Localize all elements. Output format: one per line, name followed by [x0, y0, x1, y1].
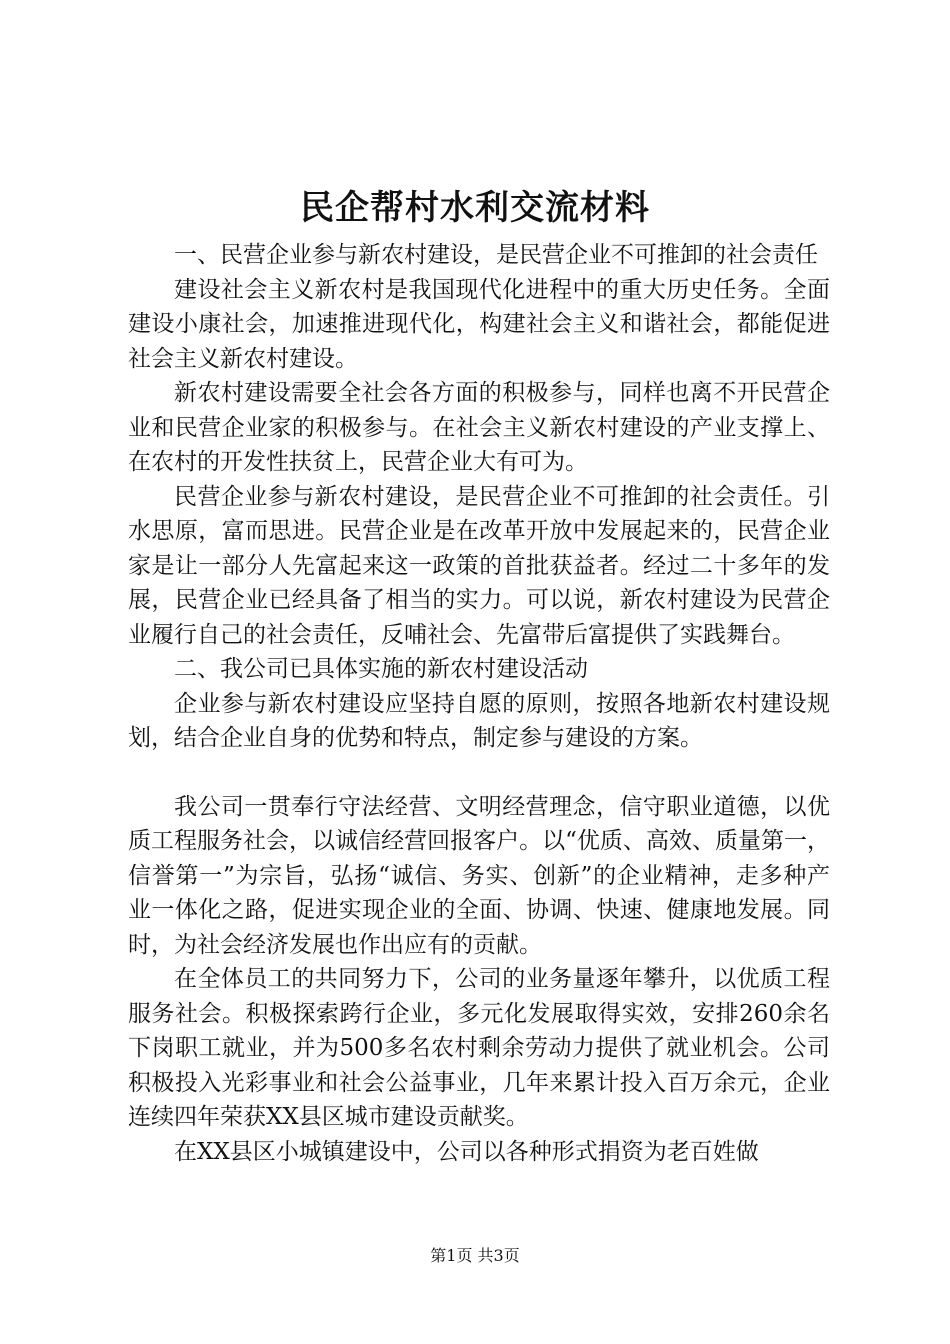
paragraph: 企业参与新农村建设应坚持自愿的原则，按照各地新农村建设规划，结合企业自身的优势和特点，制定参与建设的方案。 — [128, 690, 830, 751]
paragraph: 新农村建设需要全社会各方面的积极参与，同样也离不开民营企业和民营企业家的积极参与。在社会主义新农村建设的产业支撑上、在农村的开发性扶贫上，民营企业大有可为。 — [128, 380, 830, 475]
paragraph: 民营企业参与新农村建设，是民营企业不可推卸的社会责任。引水思原，富而思进。民营企业是在改革开放中发展起来的，民营企业家是让一部分人先富起来这一政策的首批获益者。经过二十多年的发展，民营企业已经具备了相当的实力。可以说，新农村建设为民营企业履行自己的社会责任，反哺社会、先富带后富提供了实践舞台。 — [128, 483, 830, 648]
document-body — [128, 238, 830, 1169]
section-heading-2: 二、我公司已具体实施的新农村建设活动 — [174, 656, 588, 682]
paragraph: 在全体员工的共同努力下，公司的业务量逐年攀升，以优质工程服务社会。积极探索跨行企业，多元化发展取得实效，安排260余名下岗职工就业，并为500多名农村剩余劳动力提供了就业机会。公司积极投入光彩事业和社会公益事业，几年来累计投入百万余元，企业连续四年荣获XX县区城市建设贡献奖。 — [128, 966, 830, 1130]
section-heading-1: 一、民营企业参与新农村建设，是民营企业不可推卸的社会责任 — [174, 242, 818, 268]
page-footer: 第1页 共3页 — [430, 1246, 520, 1265]
paragraph: 在XX县区小城镇建设中，公司以各种形式捐资为老百姓做 — [174, 1138, 759, 1165]
document-title: 民企帮村水利交流材料 — [300, 188, 650, 228]
paragraph: 我公司一贯奉行守法经营、文明经营理念，信守职业道德，以优质工程服务社会，以诚信经营回报客户。以“优质、高效、质量第一，信誉第一”为宗旨，弘扬“诚信、务实、创新”的企业精神，走多种产业一体化之路，促进实现企业的全面、协调、快速、健康地发展。同时，为社会经济发展也作出应有的贡献。 — [128, 793, 830, 958]
paragraph: 建设社会主义新农村是我国现代化进程中的重大历史任务。全面建设小康社会，加速推进现代化，构建社会主义和谐社会，都能促进社会主义新农村建设。 — [128, 276, 830, 372]
